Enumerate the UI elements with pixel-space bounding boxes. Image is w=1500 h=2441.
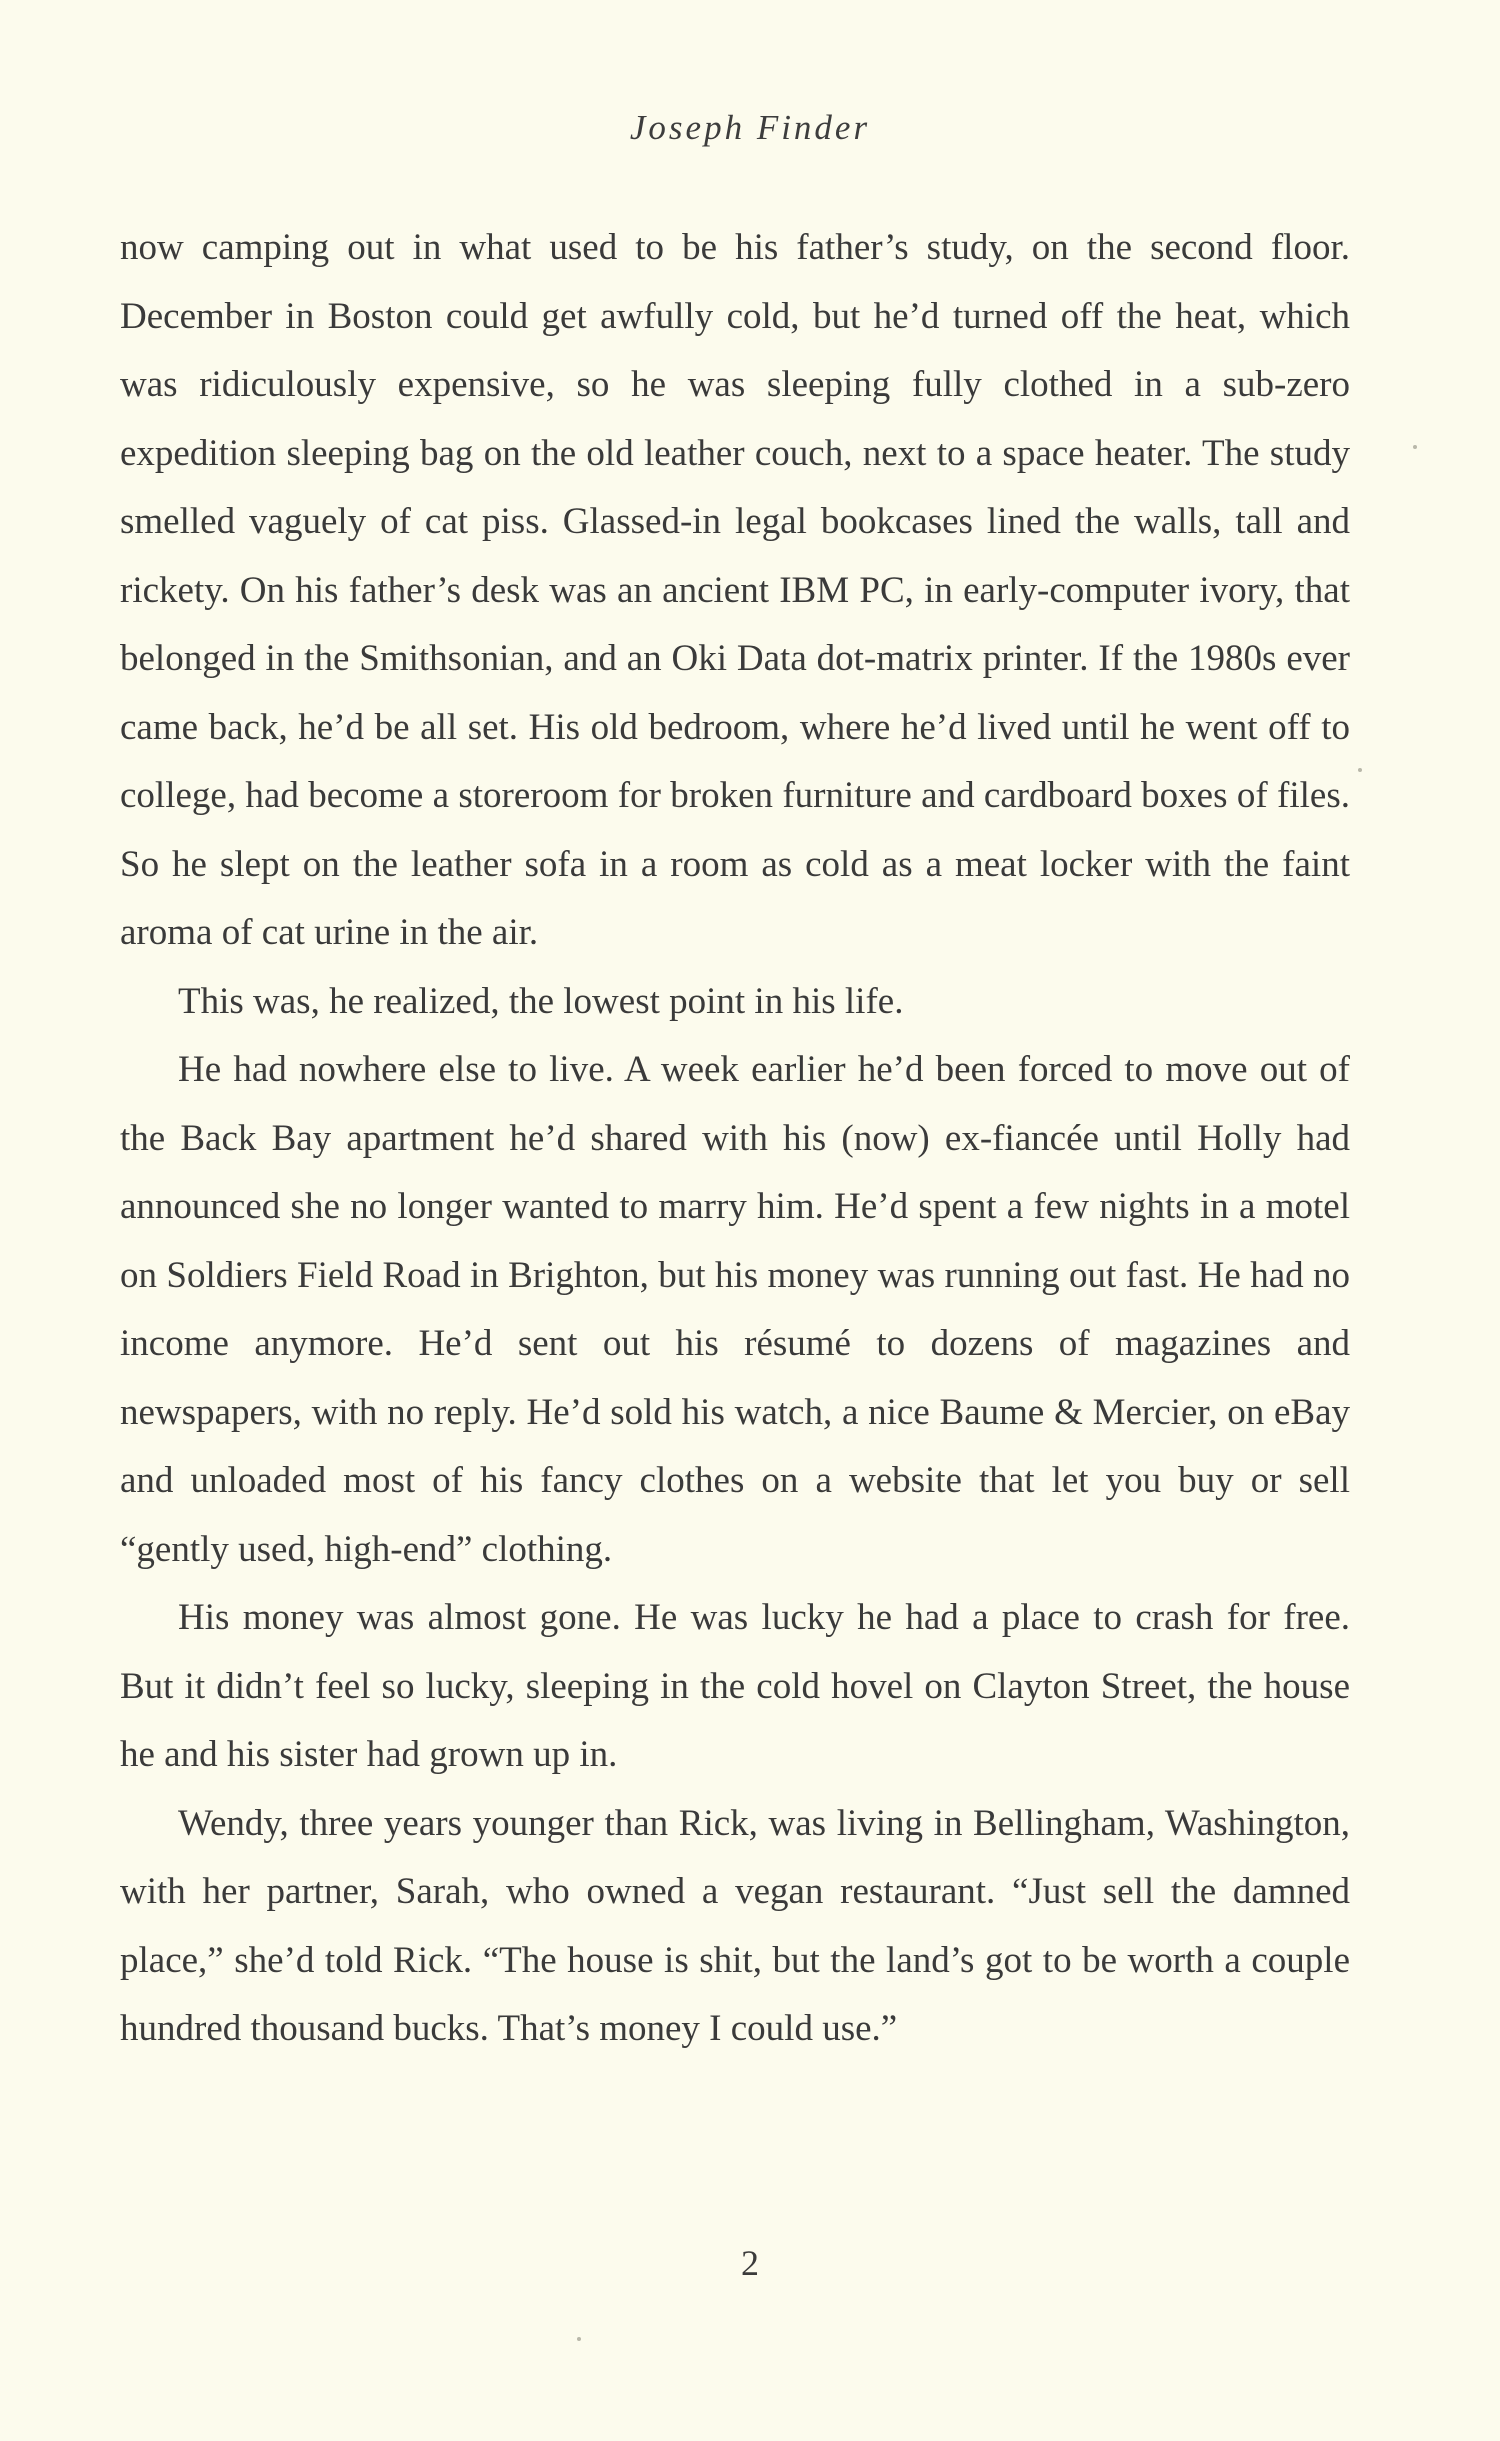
paragraph: This was, he realized, the lowest point in his life. [178, 980, 904, 1022]
running-head-author: Joseph Finder [629, 108, 871, 147]
paragraph: Wendy, three years younger than Rick, was living in Bellingham, Washington, with her partner, Sarah, who owned a vegan restaurant. “Just sell the damned place,” she’d told Rick. “The house is shit, but the land’s got to be worth a couple hundred thousand bucks. That’s money I could use.” [120, 1802, 1350, 2049]
paper-speck [1413, 445, 1417, 449]
paper-speck [577, 2337, 581, 2341]
page-number: 2 [741, 2243, 759, 2283]
paper-speck [1358, 768, 1362, 772]
paragraph: now camping out in what used to be his father’s study, on the second floor. December in Boston could get awfully cold, but he’d turned off the heat, which was ridiculously expensive, so he was sleeping fully clothed in a sub-zero expedition sleeping bag on the old leather couch, next to a space heater. The study smelled vaguely of cat piss. Glassed-in legal bookcases lined the walls, tall and rickety. On his father’s desk was an ancient IBM PC, in early-computer ivory, that belonged in the Smithsonian, and an Oki Data dot-matrix printer. If the 1980s ever came back, he’d be all set. His old bedroom, where he’d lived until he went off to college, had become a storeroom for broken furniture and cardboard boxes of files. So he slept on the leather sofa in a room as cold as a meat locker with the faint aroma of cat urine in the air. [120, 227, 1350, 953]
body-text [120, 214, 1350, 2064]
paragraph: His money was almost gone. He was lucky he had a place to crash for free. But it didn’t feel so lucky, sleeping in the cold hovel on Clayton Street, the house he and his sister had grown up in. [120, 1597, 1350, 1775]
paragraph: He had nowhere else to live. A week earlier he’d been forced to move out of the Back Bay apartment he’d shared with his (now) ex-fiancée until Holly had announced she no longer wanted to marry him. He’d spent a few nights in a motel on Soldiers Field Road in Brighton, but his money was running out fast. He had no income anymore. He’d sent out his résumé to dozens of magazines and newspapers, with no reply. He’d sold his watch, a nice Baume & Mercier, on eBay and unloaded most of his fancy clothes on a website that let you buy or sell “gently used, high-end” clothing. [120, 1049, 1350, 1570]
